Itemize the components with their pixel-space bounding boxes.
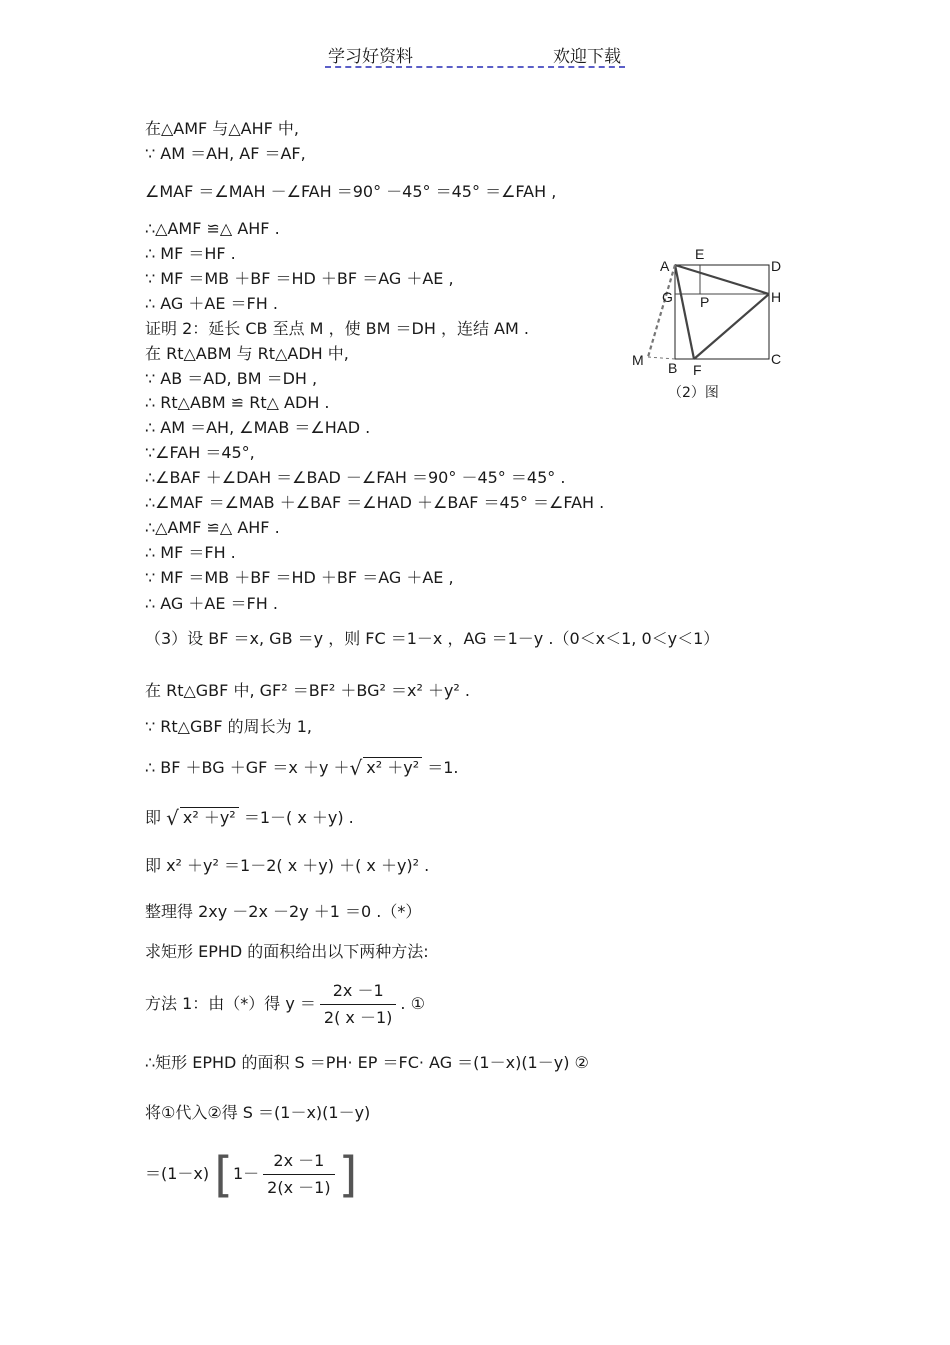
proof-line: ∵ AM ＝AH, AF ＝AF, bbox=[145, 144, 306, 163]
label-d: D bbox=[771, 258, 782, 274]
proof-line: ∵ MF ＝MB ＋BF ＝HD ＋BF ＝AG ＋AE , bbox=[145, 269, 454, 288]
proof-line: ∴矩形 EPHD 的面积 S ＝PH· EP ＝FC· AG ＝(1－x)(1－y) ② bbox=[145, 1053, 589, 1072]
proof-line: ∴ AG ＋AE ＝FH . bbox=[145, 294, 278, 313]
radical-sign: √ bbox=[349, 756, 363, 780]
denominator: 2(x －1) bbox=[267, 1178, 331, 1197]
fraction bbox=[320, 980, 397, 1029]
proof-line: 在 Rt△GBF 中, GF² ＝BF² ＋BG² ＝x² ＋y² . bbox=[145, 681, 471, 700]
numerator: 2x －1 bbox=[320, 980, 397, 1005]
label-p: P bbox=[700, 294, 710, 310]
proof-line: ∴ MF ＝FH . bbox=[145, 543, 236, 562]
proof-line: 将①代入②得 S ＝(1－x)(1－y) bbox=[145, 1103, 371, 1122]
left-bracket: [ bbox=[214, 1146, 233, 1203]
proof-line: ∵ MF ＝MB ＋BF ＝HD ＋BF ＝AG ＋AE , bbox=[145, 568, 454, 587]
header-right: 欢迎下载 bbox=[553, 47, 621, 67]
proof-line: ∴ AG ＋AE ＝FH . bbox=[145, 594, 278, 613]
proof-line: 求矩形 EPHD 的面积给出以下两种方法: bbox=[145, 942, 429, 961]
segment-ah bbox=[675, 265, 769, 294]
proof-line: ∴∠BAF ＋∠DAH ＝∠BAD －∠FAH ＝90° －45° ＝45° . bbox=[145, 468, 566, 487]
proof-line bbox=[145, 980, 425, 1029]
proof-line: 在△AMF 与△AHF 中, bbox=[145, 119, 300, 138]
label-c: C bbox=[771, 351, 782, 367]
label-e: E bbox=[695, 246, 705, 262]
figure-caption: （2）图 bbox=[668, 385, 719, 401]
radical-sign: √ bbox=[166, 806, 179, 830]
label-g: G bbox=[662, 289, 673, 305]
proof-line: ∵ AB ＝AD, BM ＝DH , bbox=[145, 369, 318, 388]
radicand: x² ＋y² bbox=[180, 807, 239, 828]
expression: 1－ bbox=[232, 1164, 260, 1183]
proof-line bbox=[145, 1146, 358, 1203]
expression: ＝(1－x) bbox=[145, 1164, 210, 1183]
segment-af bbox=[675, 265, 694, 359]
expression: 即 bbox=[145, 808, 162, 827]
page-header bbox=[325, 42, 625, 68]
proof-line bbox=[145, 757, 459, 778]
proof-line: ∴ Rt△ABM ≌ Rt△ ADH . bbox=[145, 393, 330, 412]
label-m: M bbox=[632, 352, 644, 368]
label-h: H bbox=[771, 289, 782, 305]
proof-line: ∠MAF ＝∠MAH －∠FAH ＝90° －45° ＝45° ＝∠FAH , bbox=[145, 182, 557, 201]
proof-line: ∴∠MAF ＝∠MAB ＋∠BAF ＝∠HAD ＋∠BAF ＝45° ＝∠FAH . bbox=[145, 493, 605, 512]
expression: 方法 1：由（*）得 y ＝ bbox=[145, 994, 316, 1013]
numerator: 2x －1 bbox=[263, 1150, 334, 1175]
proof-line: ∴△AMF ≌△ AHF . bbox=[145, 219, 280, 238]
proof-line: ∴ AM ＝AH, ∠MAB ＝∠HAD . bbox=[145, 418, 371, 437]
proof-line: ∵∠FAH ＝45°, bbox=[145, 443, 255, 462]
proof-line: 证明 2：延长 CB 至点 M ，使 BM ＝DH ，连结 AM . bbox=[145, 319, 529, 338]
right-bracket: ] bbox=[338, 1146, 358, 1203]
label-b: B bbox=[668, 360, 678, 376]
denominator: 2( x －1) bbox=[323, 1008, 393, 1027]
expression: ＝1－( x ＋y) . bbox=[243, 808, 354, 827]
segment-am bbox=[648, 265, 675, 357]
proof-line: 在 Rt△ABM 与 Rt△ADH 中, bbox=[145, 344, 349, 363]
segment-mb bbox=[648, 357, 675, 359]
proof-line: ∴ MF ＝HF . bbox=[145, 244, 236, 263]
proof-line bbox=[145, 807, 354, 828]
expression: ∴ BF ＋BG ＋GF ＝x ＋y ＋ bbox=[145, 758, 350, 777]
proof-line: 即 x² ＋y² ＝1－2( x ＋y) ＋( x ＋y)² . bbox=[145, 856, 430, 875]
geometry-figure bbox=[620, 240, 800, 385]
header-left: 学习好资料 bbox=[328, 47, 413, 67]
fraction bbox=[263, 1150, 334, 1199]
radicand: x² ＋y² bbox=[363, 757, 422, 778]
proof-line: 整理得 2xy －2x －2y ＋1 ＝0 .（*） bbox=[145, 902, 422, 921]
expression: ＝1. bbox=[427, 758, 459, 777]
proof-line: ∴△AMF ≌△ AHF . bbox=[145, 518, 280, 537]
expression: . ① bbox=[400, 994, 425, 1013]
label-f: F bbox=[693, 362, 702, 378]
label-a: A bbox=[660, 258, 670, 274]
proof-line: ∵ Rt△GBF 的周长为 1, bbox=[145, 717, 312, 736]
proof-line: （3）设 BF ＝x, GB ＝y ，则 FC ＝1－x ，AG ＝1－y .（0＜x＜1, 0＜y＜1） bbox=[145, 629, 720, 648]
